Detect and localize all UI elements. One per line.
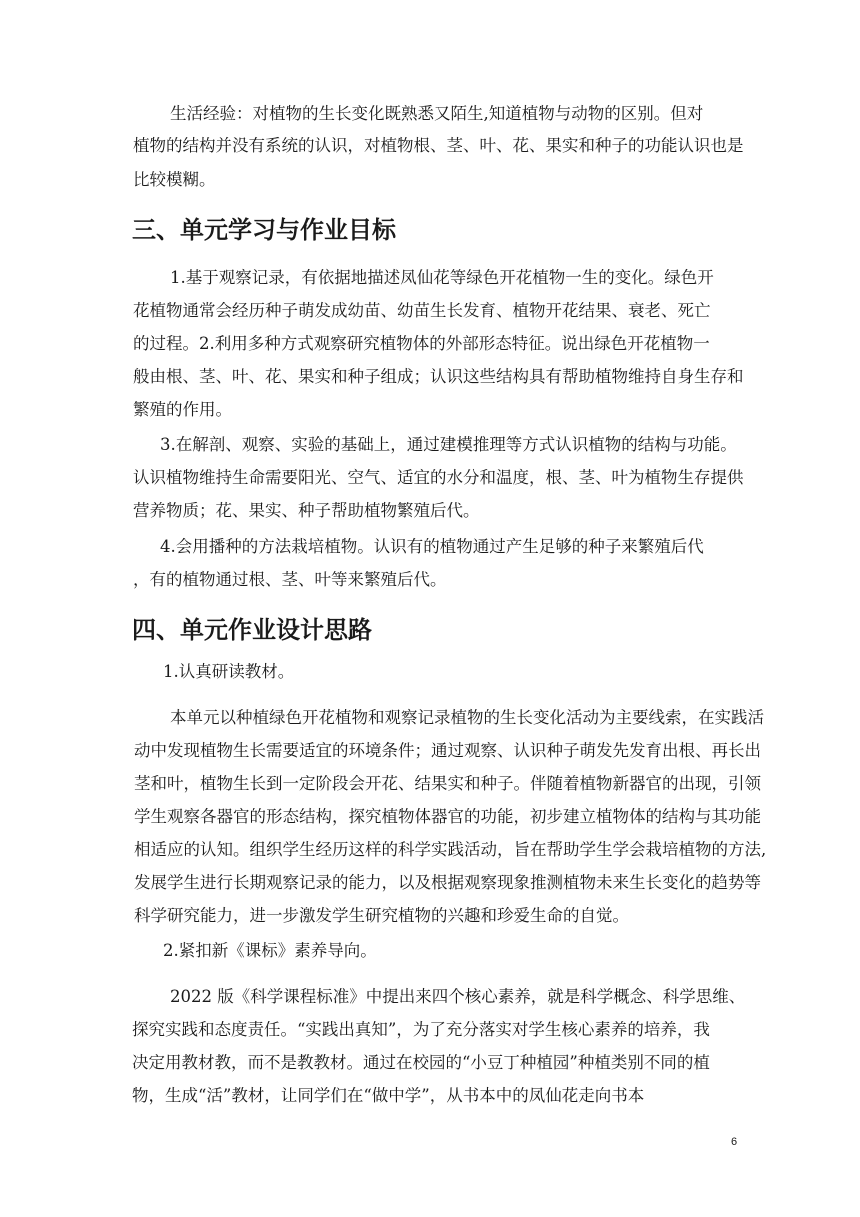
text-line: 生活经验：对植物的生长变化既熟悉又陌生,知道植物与动物的区别。但对 — [170, 104, 704, 123]
text-line: 探究实践和态度责任。“实践出真知”，为了充分落实对学生核心素养的培养，我 — [132, 1020, 710, 1039]
text-line: 般由根、茎、叶、花、果实和种子组成；认识这些结构具有帮助植物维持自身生存和 — [133, 367, 744, 386]
text-line: 花植物通常会经历种子萌发成幼苗、幼苗生长发育、植物开花结果、衰老、死亡 — [133, 301, 711, 320]
text-line: 物，生成“活”教材，让同学们在“做中学”，从书本中的凤仙花走向书本 — [132, 1086, 645, 1105]
text-line: 植物的结构并没有系统的认识，对植物根、茎、叶、花、果实和种子的功能认识也是 — [133, 136, 744, 155]
text-line: 2.紧扣新《课标》素养导向。 — [163, 941, 377, 960]
text-line: 动中发现植物生长需要适宜的环境条件；通过观察、认识种子萌发先发育出根、再长出 — [134, 741, 761, 760]
text-line: ，有的植物通过根、茎、叶等来繁殖后代。 — [133, 570, 447, 589]
text-line: 繁殖的作用。 — [133, 400, 232, 419]
page-number: 6 — [731, 1136, 738, 1148]
text-line: 的过程。2.利用多种方式观察研究植物体的外部形态特征。说出绿色开花植物一 — [133, 334, 710, 353]
text-line: 学生观察各器官的形态结构，探究植物体器官的功能，初步建立植物体的结构与其功能 — [134, 807, 761, 826]
text-line: 茎和叶，植物生长到一定阶段会开花、结果实和种子。伴随着植物新器官的出现，引领 — [134, 774, 761, 793]
text-line: 科学研究能力，进一步激发学生研究植物的兴趣和珍爱生命的自觉。 — [134, 906, 629, 925]
text-line: 相适应的认知。组织学生经历这样的科学实践活动，旨在帮助学生学会栽培植物的方法, — [134, 840, 767, 859]
text-line: 1.认真研读教材。 — [163, 662, 295, 681]
text-line: 认识植物维持生命需要阳光、空气、适宜的水分和温度，根、茎、叶为植物生存提供 — [133, 468, 744, 487]
section-heading: 三、单元学习与作业目标 — [132, 216, 396, 244]
text-line: 3.在解剖、观察、实验的基础上，通过建模推理等方式认识植物的结构与功能。 — [160, 435, 737, 454]
text-line: 比较模糊。 — [133, 170, 216, 189]
text-line: 本单元以种植绿色开花植物和观察记录植物的生长变化活动为主要线索，在实践活 — [170, 708, 764, 727]
text-line: 决定用教材教，而不是教教材。通过在校园的“小豆丁种植园”种植类别不同的植 — [132, 1053, 710, 1072]
text-line: 2022 版《科学课程标准》中提出来四个核心素养，就是科学概念、科学思维、 — [170, 987, 746, 1006]
text-line: 营养物质；花、果实、种子帮助植物繁殖后代。 — [133, 501, 480, 520]
text-line: 1.基于观察记录，有依据地描述凤仙花等绿色开花植物一生的变化。绿色开 — [170, 268, 714, 287]
text-line: 4.会用播种的方法栽培植物。认识有的植物通过产生足够的种子来繁殖后代 — [160, 537, 704, 556]
text-line: 发展学生进行长期观察记录的能力，以及根据观察现象推测植物未来生长变化的趋势等 — [134, 873, 761, 892]
section-heading: 四、单元作业设计思路 — [132, 616, 372, 644]
